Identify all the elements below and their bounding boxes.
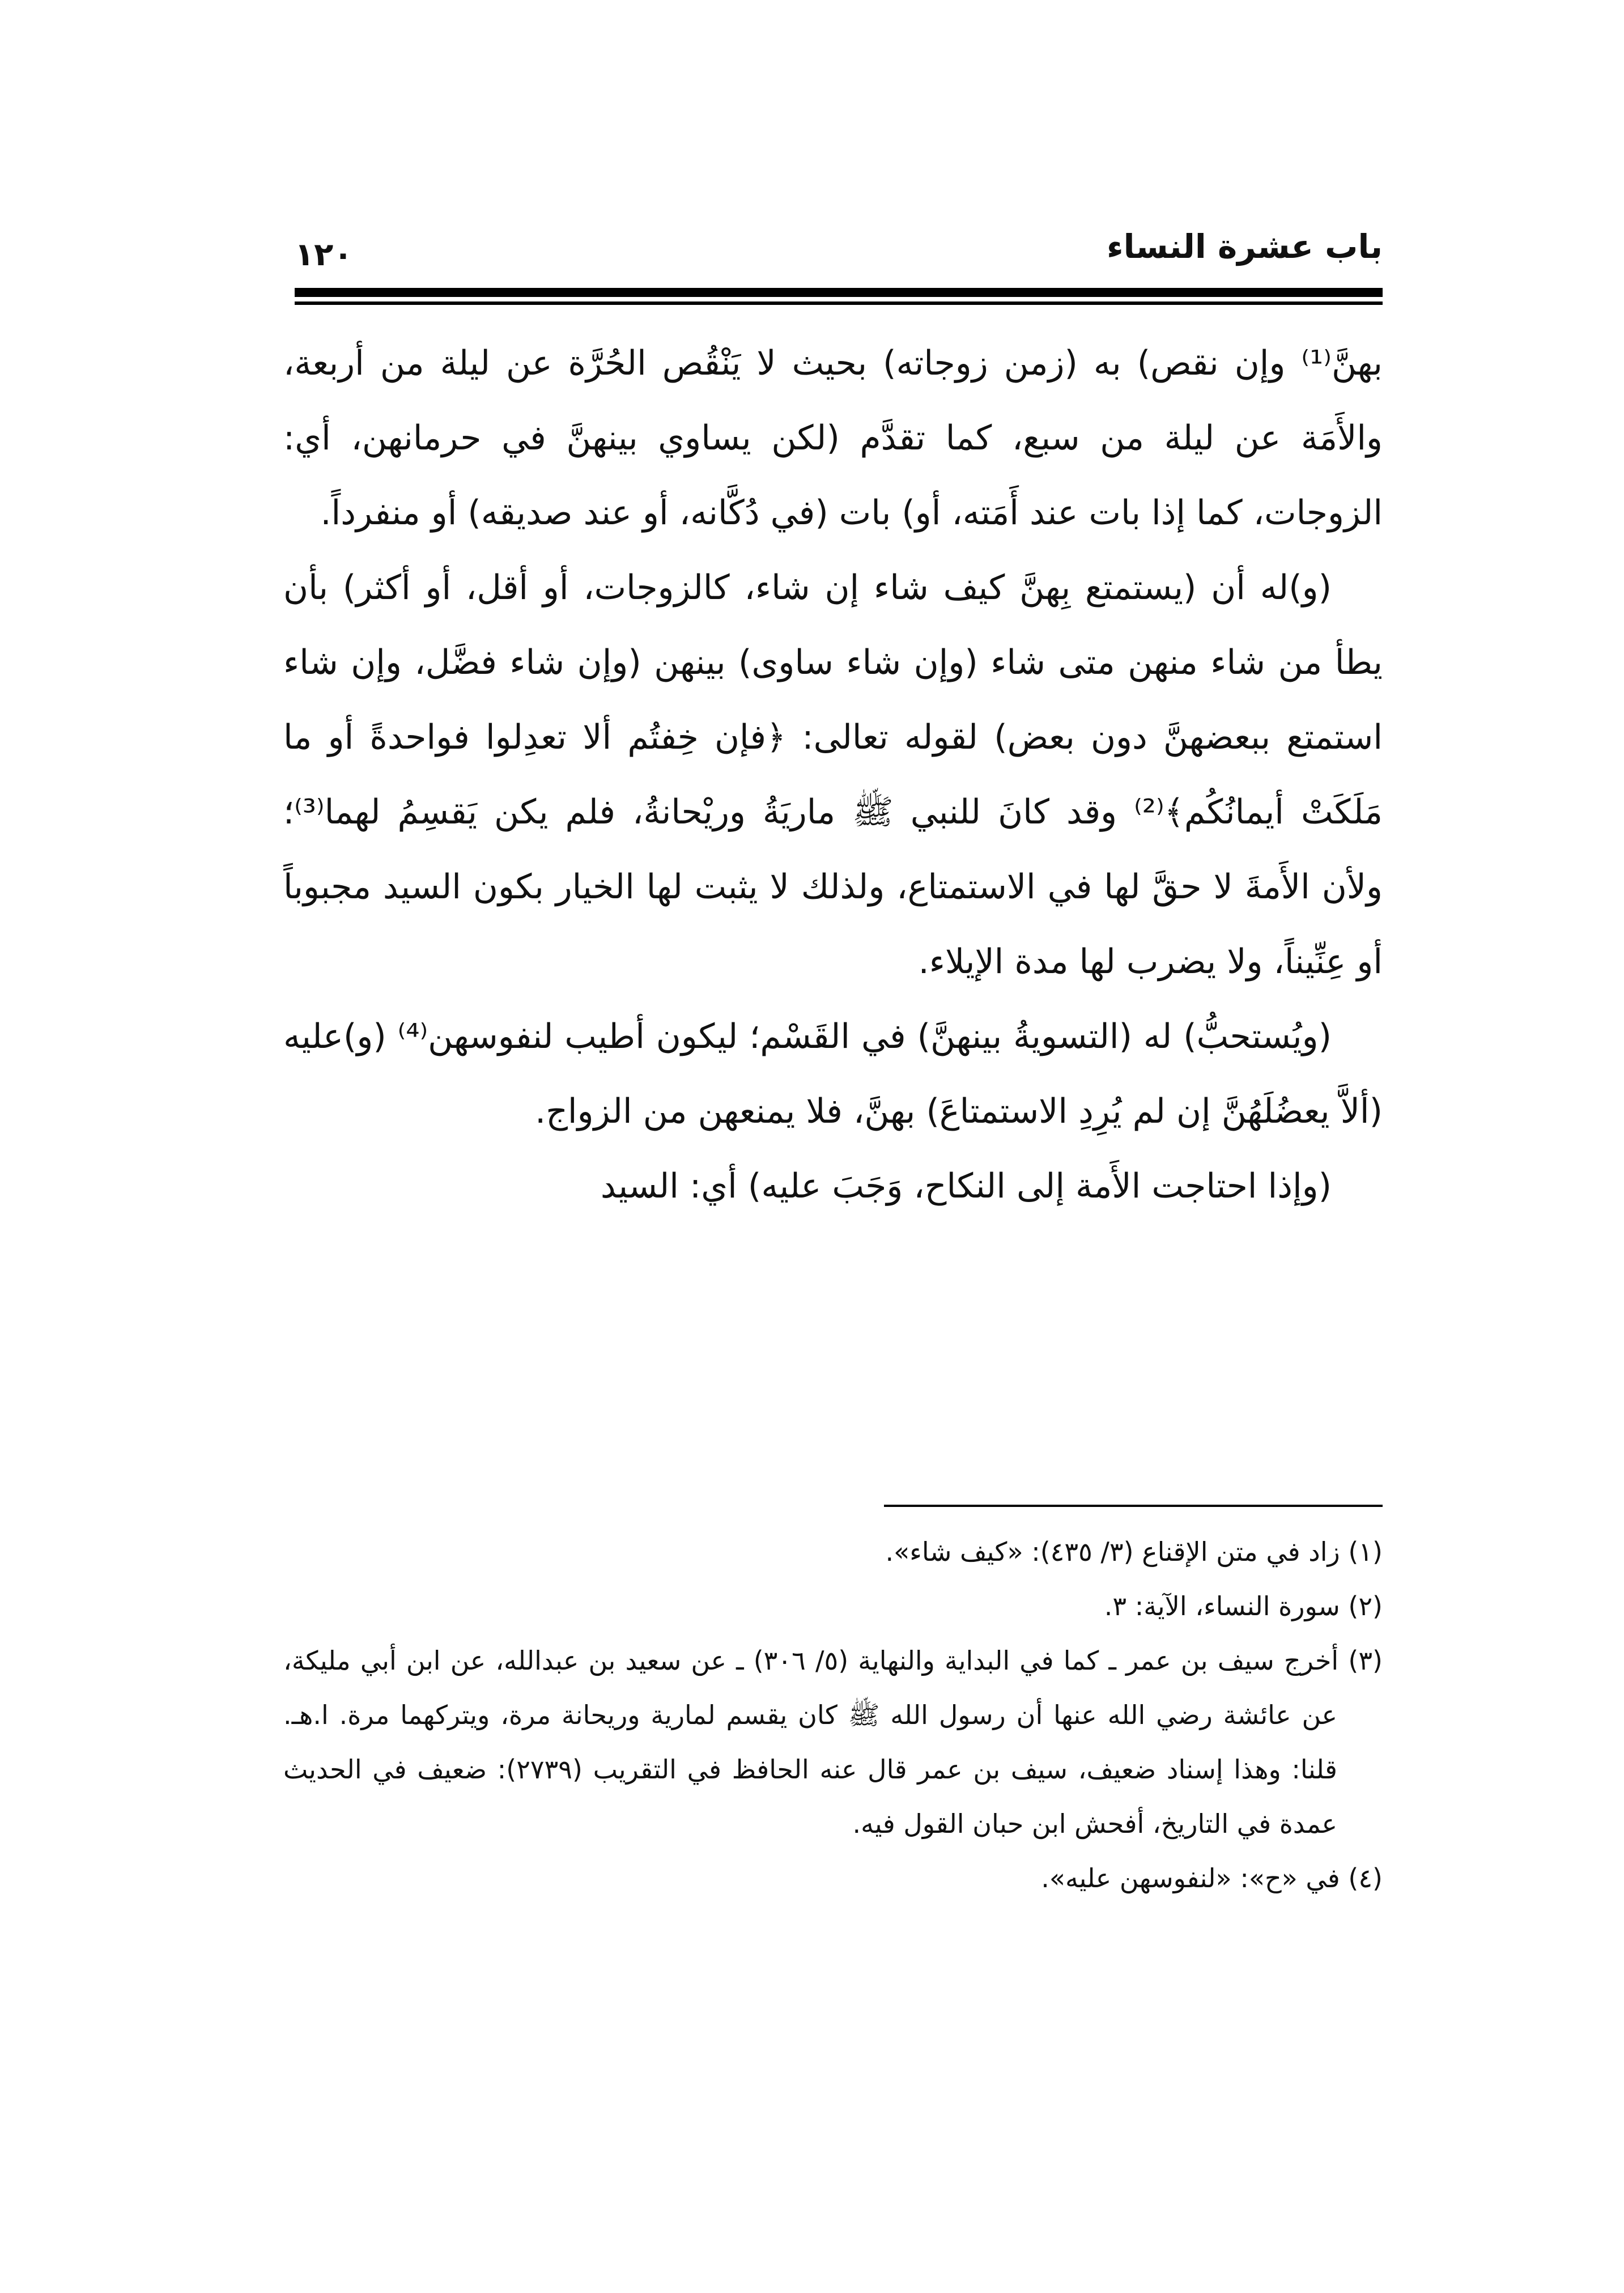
footnotes xyxy=(283,1525,1383,1989)
paragraph: (و)له أن (يستمتع بِهنَّ كيف شاء إن شاء، كالزوجات، أو أقل، أو أكثر) بأن يطأ من شاء منهن متى شاء (وإن شاء ساوى) بينهن (وإن شاء فضَّل، وإن شاء استمتع ببعضهنَّ دون بعض) لقوله تعالى: ﴿فإن خِفتُم ألا تعدِلوا فواحدةً أو ما مَلَكَتْ أيمانُكُم﴾⁽²⁾ وقد كانَ للنبي ﷺ ماريَةُ وريْحانةُ، فلم يكن يَقسِمُ لهما⁽³⁾؛ ولأن الأَمةَ لا حقَّ لها في الاستمتاع، ولذلك لا يثبت لها الخيار بكون السيد مجبوباً أو عِنِّيناً، ولا يضرب لها مدة الإيلاء. xyxy=(283,568,1383,982)
header-rule-thick xyxy=(295,288,1383,297)
main-text xyxy=(283,326,1383,1482)
paragraph: (ويُستحبُّ) له (التسويةُ بينهنَّ) في القَسْم؛ ليكون أطيب لنفوسهن⁽⁴⁾ (و)عليه (ألاَّ يعضُلَهُنَّ إن لم يُرِدِ الاستمتاعَ) بهنَّ، فلا يمنعهن من الزواج. xyxy=(283,1017,1383,1131)
page-header xyxy=(295,221,1383,283)
footnote: (٤) في «ح»: «لنفوسهن عليه». xyxy=(1041,1863,1383,1893)
footnote: (١) زاد في متن الإقناع (٣/ ٤٣٥): «كيف شاء». xyxy=(885,1536,1383,1567)
paragraph: (وإذا احتاجت الأَمة إلى النكاح، وَجَبَ عليه) أي: السيد xyxy=(600,1166,1332,1206)
footnote-separator xyxy=(884,1505,1383,1507)
page-number: ١٢٠ xyxy=(295,236,353,273)
running-title: باب عشرة النساء xyxy=(1107,227,1383,266)
footnote: (٢) سورة النساء، الآية: ٣. xyxy=(1104,1591,1383,1621)
footnote: (٣) أخرج سيف بن عمر ـ كما في البداية والنهاية (٥/ ٣٠٦) ـ عن سعيد بن عبدالله، عن ابن أبي مليكة، عن عائشة رضي الله عنها أن رسول الله ﷺ كان يقسم لمارية وريحانة مرة، ويتركهما مرة. ا.هـ. قلنا: وهذا إسناد ضعيف، سيف بن عمر قال عنه الحافظ في التقريب (٢٧٣٩): ضعيف في الحديث عمدة في التاريخ، أفحش ابن حبان القول فيه. xyxy=(283,1645,1383,1839)
paragraph: بهنَّ⁽¹⁾ وإن نقص) به (زمن زوجاته) بحيث لا يَنْقُص الحُرَّة عن ليلة من أربعة، والأَمَة عن ليلة من سبع، كما تقدَّم (لكن يساوي بينهنَّ في حرمانهن، أي: الزوجات، كما إذا بات عند أَمَته، أو) بات (في دُكَّانه، أو عند صديقه) أو منفرداً. xyxy=(283,343,1383,533)
header-rule-thin xyxy=(295,302,1383,305)
